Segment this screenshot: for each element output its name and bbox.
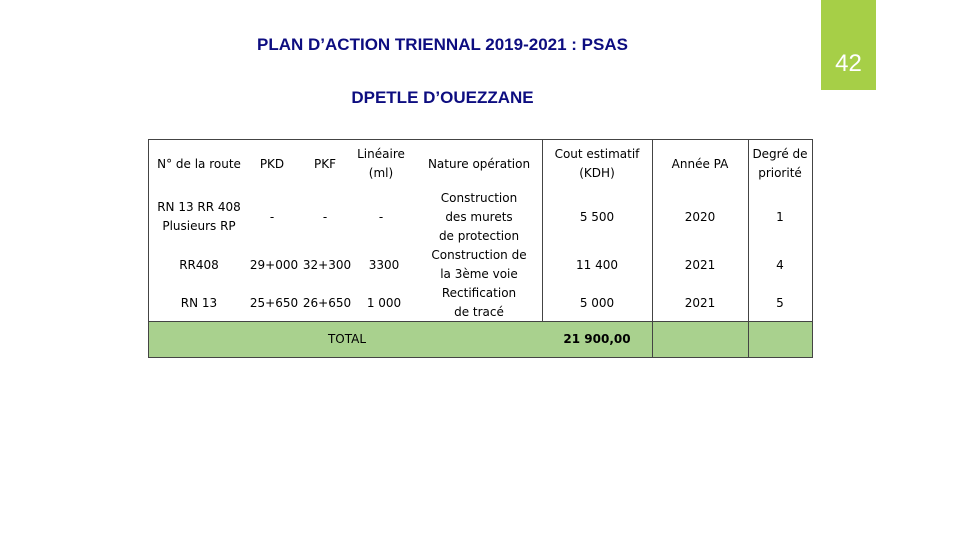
row-3-lineaire: 1 000 [366,295,402,310]
row-1-route: RN 13 RR 408 Plusieurs RP [157,200,241,233]
header-priorite: Degré de priorité [752,147,808,180]
row-3-pkd: 25+650 [249,295,299,310]
header-pkf: PKF [313,156,336,171]
row-2-pkf: 32+300 [302,257,352,272]
row-1-lineaire: - [378,209,384,224]
header-annee: Année PA [671,156,729,171]
page-number-tab [821,0,876,90]
total-cost: 21 900,00 [563,331,631,346]
total-label: TOTAL [327,331,367,346]
row-2-cout: 11 400 [576,257,618,272]
total-priority-fill [748,321,812,357]
header-pkd: PKD [259,156,285,171]
row-3-pkf: 26+650 [302,295,352,310]
row-3-cout: 5 000 [579,295,615,310]
row-3-route: RN 13 [180,295,218,310]
total-cost-fill [652,321,748,357]
row-3-annee: 2021 [684,295,716,310]
header-route: N° de la route [157,156,241,171]
row-2-lineaire: 3300 [368,257,400,272]
row-2-pkd: 29+000 [249,257,299,272]
grid-line [652,321,653,357]
header-cout: Cout estimatif (KDH) [554,147,640,180]
row-1-pkd: - [269,209,275,224]
slide-title: PLAN D’ACTION TRIENNAL 2019-2021 : PSAS [257,35,628,54]
row-2-priorite: 4 [776,257,784,272]
row-2-route: RR408 [179,257,219,272]
slide-subtitle: DPETLE D’OUEZZANE [351,88,534,107]
row-3-nature: Rectification de tracé [441,286,517,319]
header-lineaire: Linéaire (ml) [357,147,405,180]
row-2-nature: Construction de la 3ème voie [431,248,527,281]
row-1-nature: Construction des murets de protection [438,190,520,243]
psas-table [148,139,813,358]
row-2-annee: 2021 [684,257,716,272]
header-nature: Nature opération [427,156,531,171]
row-1-pkf: - [322,209,328,224]
page-number: 42 [835,50,862,77]
row-3-priorite: 5 [776,295,784,310]
row-1-cout: 5 500 [579,209,615,224]
row-1-priorite: 1 [776,209,784,224]
row-1-annee: 2020 [684,209,716,224]
